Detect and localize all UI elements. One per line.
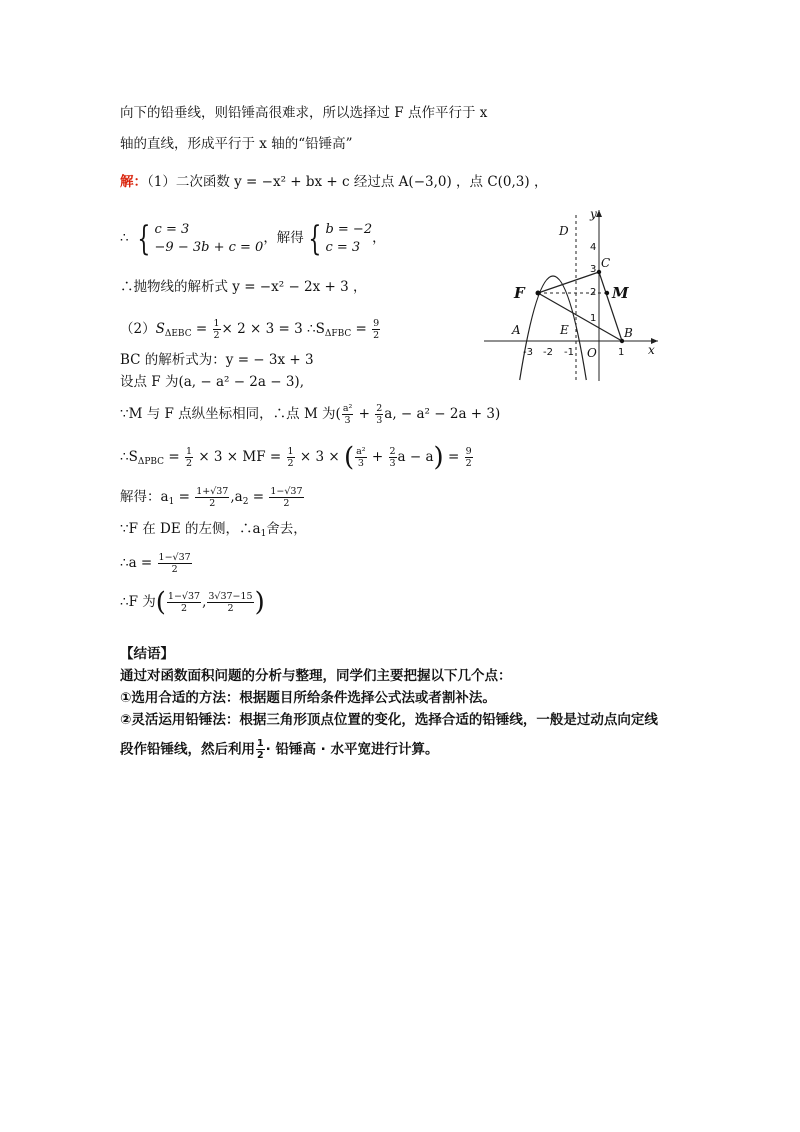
x-tick-neg3: -3 xyxy=(523,347,533,358)
point-a-label: A xyxy=(512,323,521,337)
solved-label: 解得：a xyxy=(120,489,169,505)
area-ebc-sub: ΔEBC xyxy=(164,329,192,339)
therefore-symbol: ∴ xyxy=(120,230,129,246)
f-final: ∴F 为( $\frac{1-√37}{2}$ , $\frac{3√37-15}{2}$ ) xyxy=(120,587,265,618)
conclusion-title: 【结语】 xyxy=(120,646,174,662)
area-pbc-inner: a − a xyxy=(397,449,434,465)
segment-fb xyxy=(538,293,622,341)
f-left-tail: 舍去， xyxy=(266,521,307,537)
fraction-2-3: $\frac{2}{3}$ xyxy=(376,403,383,426)
x-tick-neg2: -2 xyxy=(543,347,553,358)
fraction-fx: $\frac{1-√37}{2}$ xyxy=(167,591,201,614)
intro-line-2: 轴的直线，形成平行于 x 轴的“铅锤高” xyxy=(120,136,353,152)
area-ebc-expr: × 2 × 3 = 3 ∴S xyxy=(221,321,325,337)
area-fbc-sub: ΔFBC xyxy=(324,329,352,339)
intro-line-1: 向下的铅垂线，则铅锤高很难求，所以选择过 F 点作平行于 x xyxy=(120,105,488,121)
conclusion-line-1: 通过对函数面积问题的分析与整理，同学们主要把握以下几个点： xyxy=(120,668,512,684)
system-2-eq-2: c = 3 xyxy=(325,239,361,255)
fraction-2-3-2: $\frac{2}{3}$ xyxy=(389,446,396,469)
fraction-half-conclusion: $\frac{1}{2}$ xyxy=(257,738,264,761)
area-fbc-eq: = xyxy=(351,321,367,337)
step-2-prefix: （2） xyxy=(120,321,156,337)
point-e-label: E xyxy=(560,323,569,337)
system-1 xyxy=(155,221,264,257)
point-b-label: B xyxy=(624,326,633,340)
system-2-eq-1: b = −2 xyxy=(325,221,373,237)
solution-step-2: $(2)S_{\Delta EBC}$ = $\frac{1}{2}$ × 2 × 3 = 3 $\therefore S_{\Delta FBC}$ = $\frac{9}{2}$ xyxy=(120,318,380,341)
fraction-half-3: $\frac{1}{2}$ xyxy=(287,446,294,469)
fraction-a1: $\frac{1+√37}{2}$ xyxy=(196,486,229,509)
x-tick-neg1: -1 xyxy=(564,347,574,358)
solve-word: ，解得 xyxy=(263,230,304,246)
area-pbc-sub: ΔPBC xyxy=(137,457,165,467)
parabola-expression: ∴抛物线的解析式 y = −x² − 2x + 3 ， xyxy=(120,279,367,295)
a1-sub: 1 xyxy=(168,497,175,507)
set-point-f: 设点 F 为(a, − a² − 2a − 3), xyxy=(120,374,304,390)
a-final-label: ∴a = xyxy=(120,555,153,571)
y-tick-3: 3 xyxy=(590,264,597,275)
parabola-curve xyxy=(520,276,587,380)
solution-label: 解 xyxy=(120,174,134,190)
a2-sep: ,a xyxy=(230,489,243,505)
x-axis-label: x xyxy=(648,343,655,357)
left-brace-1: { xyxy=(137,218,151,259)
area-pbc-end: = xyxy=(443,449,460,465)
a-final xyxy=(120,552,193,575)
point-c-dot xyxy=(597,270,601,274)
parabola-graph xyxy=(480,205,670,385)
conclusion-line-2: ①选用合适的方法：根据题目所给条件选择公式法或者割补法。 xyxy=(120,690,496,706)
conclusion-line-4a: 段作铅锤线，然后利用 xyxy=(120,741,255,758)
conclusion-line-4b: · 铅锤高 · 水平宽进行计算。 xyxy=(265,741,439,758)
y-axis-arrow xyxy=(596,210,602,217)
solution-step-1 xyxy=(120,172,547,192)
bc-line-expression: BC 的解析式为：y = − 3x + 3 xyxy=(120,352,314,368)
f-left-of-de xyxy=(120,519,307,544)
system-end: ， xyxy=(372,230,386,246)
point-c-label: C xyxy=(601,256,611,270)
a2-sub: 2 xyxy=(242,497,249,507)
segment-cb xyxy=(599,272,622,341)
fraction-a2-3-2: $\frac{\text{a²}}{3}$ xyxy=(356,446,366,469)
fraction-half-2: $\frac{1}{2}$ xyxy=(185,446,193,469)
point-m-tail: a, − a² − 2a + 3) xyxy=(384,406,501,422)
step-1-text: （1）二次函数 y = −x² + bx + c 经过点 A(−3,0) ，点 C(0,3) ， xyxy=(147,174,548,190)
point-m-label: M xyxy=(612,284,629,302)
y-axis-label: y xyxy=(590,207,597,221)
area-pbc-eq: = xyxy=(164,449,180,465)
area-ebc-symbol: S xyxy=(155,321,165,337)
f-left-sub: 1 xyxy=(260,529,267,539)
fraction-nine-half: $\frac{9}{2}$ xyxy=(373,318,380,341)
conclusion-line-4 xyxy=(120,738,438,761)
fraction-a2: $\frac{1-√37}{2}$ xyxy=(270,486,303,509)
point-d-label: D xyxy=(559,224,569,238)
point-f-label: F xyxy=(514,284,525,302)
system-2 xyxy=(325,221,372,257)
fraction-nine-half-2: $\frac{9}{2}$ xyxy=(465,446,472,469)
fraction-a-final: $\frac{1-√37}{2}$ xyxy=(158,552,191,575)
a1-eq: = xyxy=(174,489,190,505)
equation-systems xyxy=(120,218,386,258)
point-m-dot xyxy=(605,291,609,295)
area-pbc-mid-2: × 3 × xyxy=(299,449,344,465)
f-left-text: ∵F 在 DE 的左侧，∴a xyxy=(120,521,261,537)
a2-eq: = xyxy=(248,489,265,505)
fraction-fy: $\frac{3√37-15}{2}$ xyxy=(208,591,253,614)
x-tick-1: 1 xyxy=(618,347,625,358)
system-1-eq-2: −9 − 3b + c = 0 xyxy=(154,239,264,255)
point-o-label: O xyxy=(587,346,597,360)
solved-values xyxy=(120,486,305,512)
system-1-eq-1: c = 3 xyxy=(154,221,190,237)
point-f-dot xyxy=(536,291,541,296)
y-tick-4: 4 xyxy=(590,242,597,253)
fraction-a2-3: $\frac{\text{a²}}{3}$ xyxy=(342,403,353,426)
f-final-label: ∴F 为 xyxy=(120,594,156,610)
area-pbc-line: $\therefore S_{\Delta PBC}$ = $\frac{1}{2}$ × 3 × MF = $\frac{1}{2}$ × 3 × ( $\frac{\text{a²}}{3}$ + $\frac{2}{3}$ a − a) = $\frac{9}{2}$ xyxy=(120,442,472,473)
point-m-line: ∵M 与 F 点纵坐标相同，∴点 M 为( $\frac{\text{a²}}{3}$ + $\frac{2}{3}$ a, − a² − 2a + 3) xyxy=(120,403,501,426)
fraction-half: $\frac{1}{2}$ xyxy=(213,318,220,341)
area-pbc-mid: × 3 × MF = xyxy=(198,449,282,465)
y-tick-1: 1 xyxy=(590,313,597,324)
solution-colon: ： xyxy=(133,174,147,190)
area-pbc-symbol: ∴S xyxy=(120,449,138,465)
conclusion-line-3: ②灵活运用铅锤法：根据三角形顶点位置的变化，选择合适的铅锤线，一般是过动点向定线 xyxy=(120,712,658,728)
point-m-prefix: ∵M 与 F 点纵坐标相同，∴点 M 为( xyxy=(120,406,341,422)
y-tick-2: 2 xyxy=(590,287,597,298)
left-brace-2: { xyxy=(308,218,322,259)
